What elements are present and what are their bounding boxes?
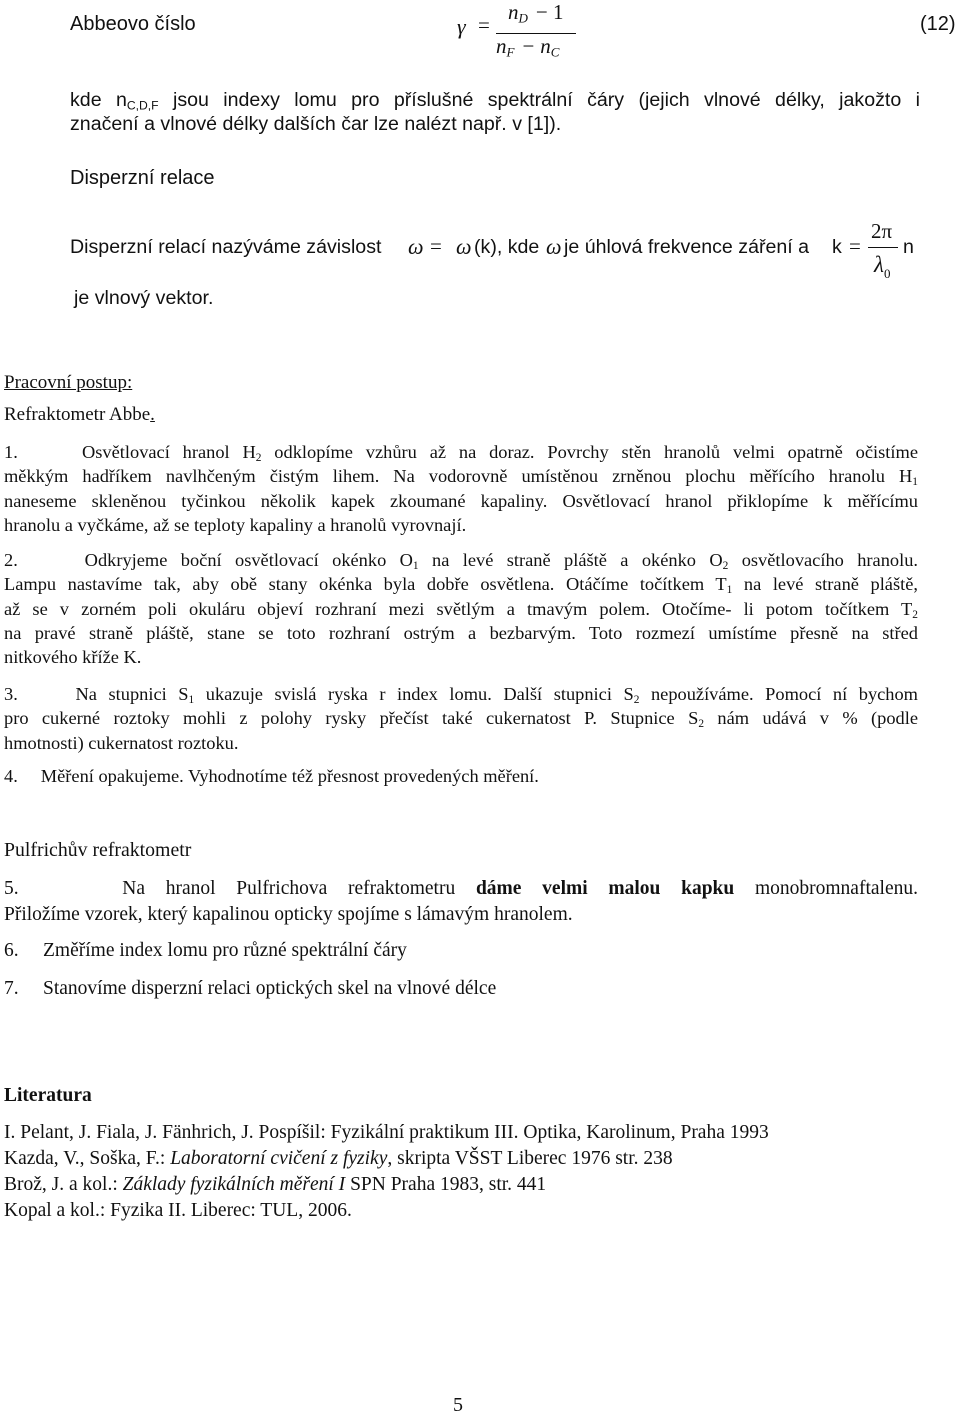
lambda-zero: $\lambda_0$	[874, 252, 891, 281]
abbe-denominator: $n_F - n_C$	[496, 34, 560, 60]
abbe-refractometer-subheading: Refraktometr Abbe.	[4, 404, 155, 425]
n-symbol: n	[903, 236, 914, 258]
reference-2: Kazda, V., Soška, F.: Laboratorní cvičení z fyziky, skripta VŠST Liberec 1976 str. 238	[4, 1148, 673, 1169]
literature-heading: Literatura	[4, 1085, 92, 1106]
step-3-paragraph: 3. Na stupnici $S_1$ ukazuje svislá ryska r index lomu. Další stupnici $S_2$ nepoužíváme. Pomocí ní bychom pro cukerné roztoky mohli z polohy rysky přečíst také cukernatost P. Stupnice $S_2$ nám udává v % (podle hmotnosti) cukernatost roztoku.	[4, 684, 918, 753]
omega-k-symbol: ω	[456, 234, 472, 259]
omega-symbol-2: ω	[546, 234, 562, 259]
omega-k-text: (k), kde	[474, 236, 540, 258]
k-equals: =	[849, 234, 861, 258]
omega-symbol: ω	[408, 234, 424, 259]
abbe-numerator: $n_D - 1$	[508, 0, 564, 26]
k-symbol: k	[832, 236, 842, 258]
reference-4: Kopal a kol.: Fyzika II. Liberec: TUL, 2006.	[4, 1200, 352, 1221]
step-2-paragraph: 2. Odkryjeme boční osvětlovací okénko $O_1$ na levé straně pláště a okénko $O_2$ osvětlovacího hranolu. Lampu nastavíme tak, aby obě stany okénka byla dobře osvětlena. Otáčíme točítkem $T_1$ na levé straně pláště, až se v zorném poli okuláru objeví rozhraní mezi světlým a tmavým polem. Otočíme- li potom točítkem $T_2$ na pravé straně pláště, stane se toto rozhraní ostrým a bezbarvým. Toto rozmezí umístíme přesně na střed nitkového kříže K.	[4, 550, 918, 668]
intro-paragraph: kde $n_{C,D,F}$ jsou indexy lomu pro příslušné spektrální čáry (jejich vlnové délky, jakožto i značení a vlnové délky dalších čar lze nalézt např. v [1]).	[70, 89, 920, 135]
dispersion-heading: Disperzní relace	[70, 167, 215, 189]
omega-equals: =	[430, 234, 442, 258]
page-number: 5	[453, 1394, 463, 1416]
dispersion-text: Disperzní relací nazýváme závislost	[70, 236, 382, 258]
pulfrich-heading: Pulfrichův refraktometr	[4, 839, 192, 861]
procedure-heading: Pracovní postup:	[4, 372, 133, 393]
gamma-symbol: γ	[457, 14, 466, 39]
angular-frequency-text: je úhlová frekvence záření a	[564, 236, 810, 258]
wave-vector-text: je vlnový vektor.	[74, 287, 214, 309]
equals-sign: =	[478, 13, 490, 37]
step-6-text: 6. Změříme index lomu pro různé spektrální čáry	[4, 940, 407, 961]
k-fraction-bar	[868, 247, 898, 248]
reference-3: Brož, J. a kol.: Základy fyzikálních měření I SPN Praha 1983, str. 441	[4, 1174, 547, 1195]
step-5-paragraph: 5. Na hranol Pulfrichova refraktometru dáme velmi malou kapku monobromnaftalenu. Přiložíme vzorek, který kapalinou opticky spojíme s lámavým hranolem.	[4, 878, 918, 925]
reference-1: I. Pelant, J. Fiala, J. Fänhrich, J. Pospíšil: Fyzikální praktikum III. Optika, Karolinum, Praha 1993	[4, 1122, 769, 1143]
two-pi: 2π	[871, 219, 893, 243]
equation-number: (12)	[920, 13, 956, 35]
step-7-text: 7. Stanovíme disperzní relaci optických skel na vlnové délce	[4, 978, 497, 999]
step-1-paragraph: 1. Osvětlovací hranol $H_2$ odklopíme vzhůru až na doraz. Povrchy stěn hranolů velmi opatrně očistíme měkkým hadříkem navlhčeným čistým lihem. Na vodorovně umístěnou zrněnou plochu měřícího hranolu $H_1$ naneseme skleněnou tyčinkou několik kapek zkoumané kapaliny. Osvětlovací hranol přiklopíme k měřícímu hranolu a vyčkáme, až se teploty kapaliny a hranolů vyrovnají.	[4, 442, 918, 535]
step-4-text: 4. Měření opakujeme. Vyhodnotíme též přesnost provedených měření.	[4, 766, 539, 786]
abbe-label: Abbeovo číslo	[70, 13, 196, 35]
